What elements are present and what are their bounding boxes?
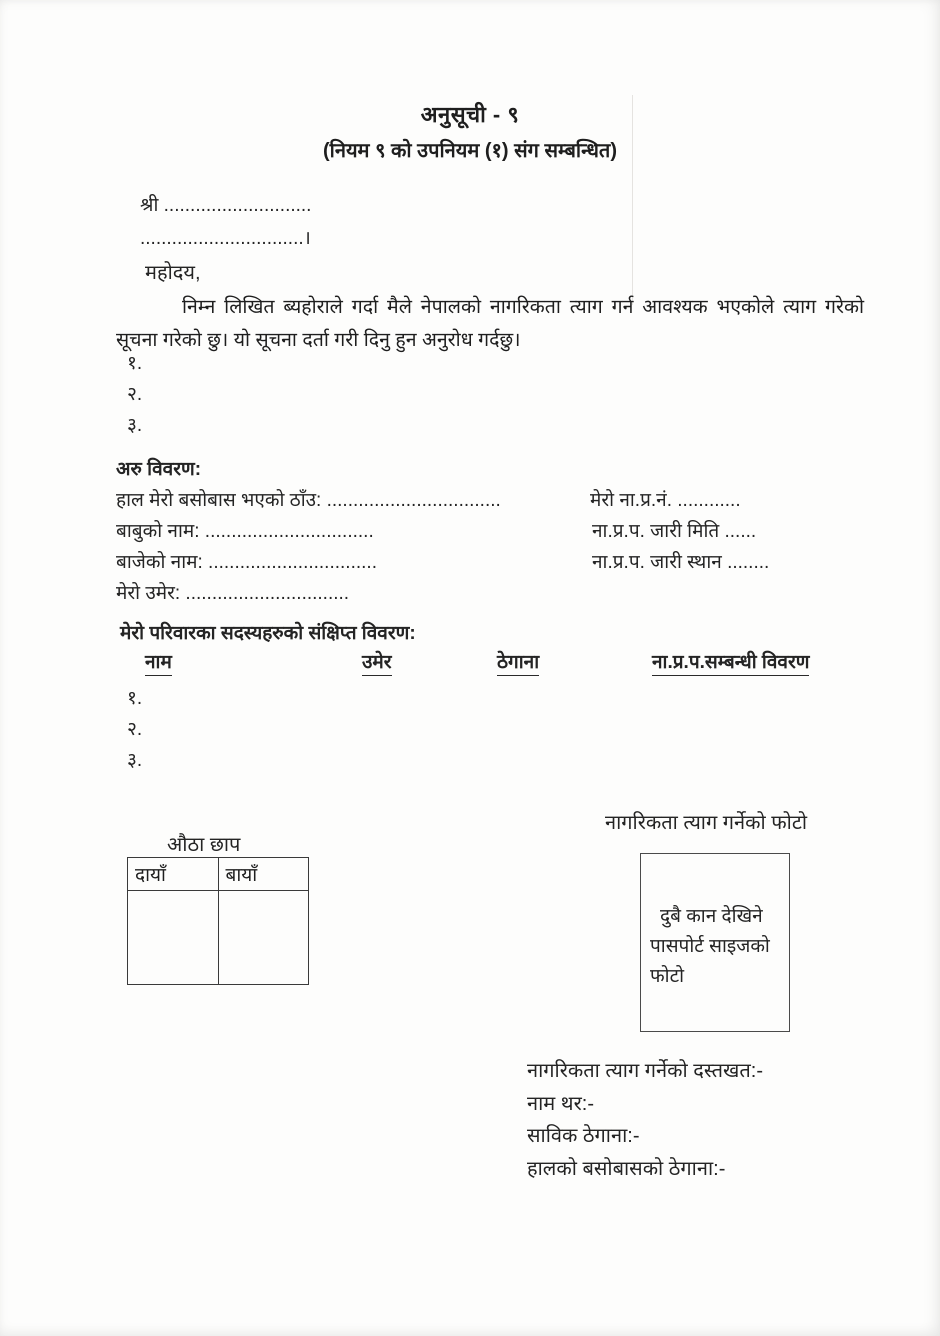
reason-item-1: १. — [127, 353, 143, 374]
detail-row-age: मेरो उमेर: ............................... — [116, 583, 350, 604]
thumbprint-column-left — [218, 858, 309, 984]
reason-item-2: २. — [127, 384, 143, 405]
signature-line-name: नाम थर:- — [527, 1093, 594, 1115]
family-row-1: १. — [127, 688, 143, 709]
body-paragraph: निम्न लिखित ब्यहोराले गर्दा मैले नेपालको नागरिकता त्याग गर्न आवश्यक भएकोले त्याग गरेको सूचना गरेको छु। यो सूचना दर्ता गरी दिनु हुन अनुरोध गर्दछु। — [116, 296, 864, 351]
thumbprint-header-right: दायाँ — [128, 858, 218, 891]
form-subtitle: (नियम ९ को उपनियम (१) संग सम्बन्धित) — [323, 140, 617, 162]
detail-row-issue-date: ना.प्र.प. जारी मिति ...... — [592, 521, 757, 542]
family-column-address: ठेगाना — [497, 648, 539, 676]
salutation: महोदय, — [145, 262, 201, 284]
addressee-line-2: ...............................। — [140, 228, 311, 249]
form-title: अनुसूची - ९ — [420, 102, 520, 127]
addressee-line-1: श्री ............................ — [140, 195, 312, 216]
thumbprint-table — [127, 857, 309, 985]
thumbprint-header-left: बायाँ — [219, 858, 309, 891]
family-column-name: नाम — [145, 648, 172, 676]
reason-item-3: ३. — [127, 415, 143, 436]
detail-row-father-name: बाबुको नाम: ................................ — [116, 521, 374, 542]
thumbprint-cell-right — [128, 891, 218, 984]
family-section-heading: मेरो परिवारका सदस्यहरुको संक्षिप्त विवरण: — [120, 623, 416, 644]
signature-line-current-address: हालको बसोबासको ठेगाना:- — [527, 1158, 726, 1180]
thumbprint-cell-left — [219, 891, 309, 984]
family-row-2: २. — [127, 719, 143, 740]
thumbprint-column-right — [128, 858, 218, 984]
family-column-citizenship-details: ना.प्र.प.सम्बन्धी विवरण — [652, 648, 809, 676]
signature-line-signature: नागरिकता त्याग गर्नेको दस्तखत:- — [527, 1060, 764, 1082]
thumbprint-heading: औठा छाप — [167, 834, 241, 856]
family-row-3: ३. — [127, 750, 143, 771]
detail-row-citizenship-no: मेरो ना.प्र.नं. ............ — [590, 490, 741, 511]
photo-caption: नागरिकता त्याग गर्नेको फोटो — [605, 812, 808, 834]
details-heading: अरु विवरण: — [116, 459, 202, 480]
signature-line-former-address: साविक ठेगाना:- — [527, 1125, 640, 1147]
detail-row-issue-place: ना.प्र.प. जारी स्थान ........ — [592, 552, 770, 573]
family-column-age: उमेर — [362, 648, 392, 676]
photo-box: दुबै कान देखिने पासपोर्ट साइजको फोटो — [640, 853, 790, 1032]
detail-row-residence: हाल मेरो बसोबास भएको ठाँउ: ................................. — [116, 490, 501, 511]
detail-row-grandfather-name: बाजेको नाम: ................................ — [116, 552, 377, 573]
